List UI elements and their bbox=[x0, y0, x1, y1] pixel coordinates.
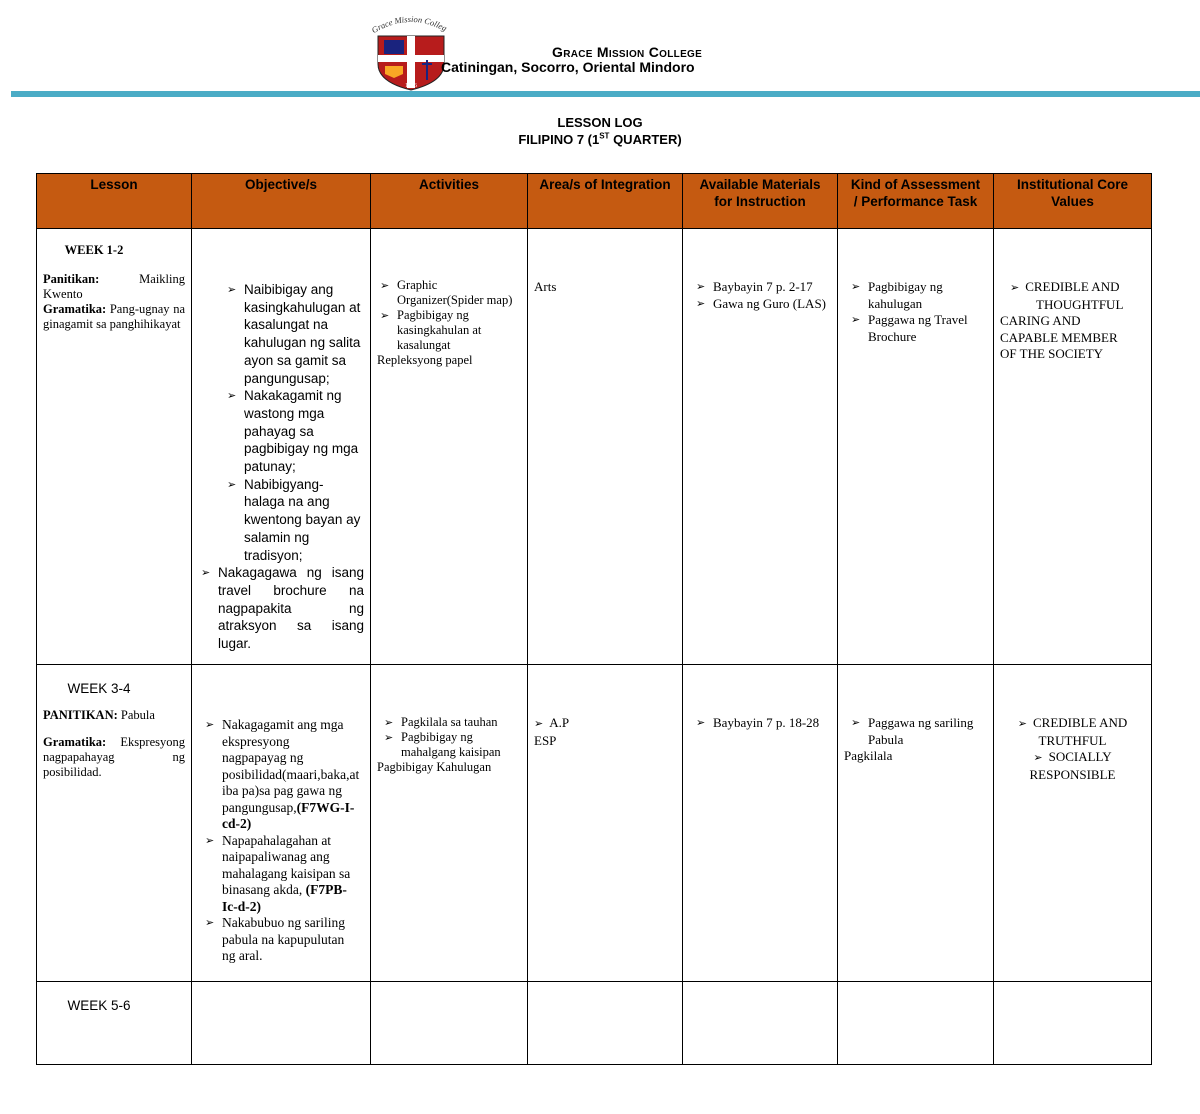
integration-cell bbox=[528, 229, 683, 665]
week-label: WEEK 1-2 bbox=[64, 243, 124, 257]
integration-text: Arts bbox=[534, 279, 557, 294]
integration-cell bbox=[528, 665, 683, 982]
core-values: ➢ CREDIBLE AND TRUTHFUL ➢ SOCIALLY RESPONSIBLE bbox=[1017, 715, 1128, 782]
document-title bbox=[0, 114, 1200, 148]
integration-text: ESP bbox=[534, 732, 557, 748]
header-rule bbox=[11, 91, 1200, 97]
school-name: Grace Mission College bbox=[552, 44, 703, 60]
integration-cell bbox=[528, 982, 683, 1065]
list-item: ➢ Pagkilala sa tauhan bbox=[384, 715, 498, 729]
assessment-cell bbox=[838, 665, 994, 982]
list-item: ➢ Nakagagawa ng isang travel brochure na nagpapakita ng atraksyon sa isang lugar. bbox=[201, 565, 364, 652]
arrow-bullet-icon: ➢ bbox=[696, 280, 706, 293]
arrow-bullet-icon: ➢ bbox=[1010, 281, 1020, 294]
col-header-assessment: Kind of Assessment / Performance Task bbox=[838, 174, 994, 229]
list-item: ➢ Nakakagamit ng wastong mga pahayag sa pagbibigay ng mga patunay; bbox=[227, 388, 359, 475]
list-item: ➢ Naibibigay ang kasingkahulugan at kasalungat na kahulugan ng salita ayon sa gamit sa pangungusap; bbox=[227, 282, 361, 386]
arrow-bullet-icon: ➢ bbox=[201, 566, 211, 580]
core-values: ➢ CREDIBLE AND THOUGHTFUL CARING AND CAPABLE MEMBER OF THE SOCIETY bbox=[1000, 279, 1124, 361]
logo-lettering: Grace Mission Colleg bbox=[370, 14, 449, 36]
col-header-materials: Available Materials for Instruction bbox=[683, 174, 838, 229]
svg-text:Grace Mission College bbox=[370, 14, 449, 35]
arrow-bullet-icon: ➢ bbox=[205, 916, 215, 929]
arrow-bullet-icon: ➢ bbox=[380, 279, 390, 292]
week-label: WEEK 3-4 bbox=[67, 681, 131, 696]
activity-extra: Repleksyong papel bbox=[377, 353, 473, 367]
list-item: ➢ Paggawa ng sariling Pabula bbox=[851, 715, 974, 747]
list-item: ➢ Nakagagamit ang mga ekspresyong nagpapayag ng posibilidad(maari,baka,at iba pa)sa pag gawa ng pangungusap,(F7WG-I-cd-2) bbox=[205, 717, 360, 831]
logo-year: 1976 bbox=[405, 83, 417, 89]
title-line-1: LESSON LOG bbox=[557, 115, 643, 130]
arrow-bullet-icon: ➢ bbox=[384, 716, 394, 729]
arrow-bullet-icon: ➢ bbox=[1033, 751, 1043, 764]
arrow-bullet-icon: ➢ bbox=[205, 718, 215, 731]
list-item: ➢ Paggawa ng Travel Brochure bbox=[851, 312, 968, 344]
list-item: ➢ Baybayin 7 p. 2-17 bbox=[696, 279, 813, 294]
table-row bbox=[37, 982, 1152, 1065]
table-row bbox=[37, 229, 1152, 665]
table-row bbox=[37, 665, 1152, 982]
activities-cell bbox=[371, 982, 528, 1065]
school-address: Catiningan, Socorro, Oriental Mindoro bbox=[441, 59, 695, 75]
objectives-cell bbox=[192, 982, 371, 1065]
assessment-cell bbox=[838, 229, 994, 665]
materials-cell bbox=[683, 229, 838, 665]
list-item: ➢ Pagbibigay ng mahalgang kaisipan bbox=[384, 730, 501, 759]
lesson-cell bbox=[37, 982, 192, 1065]
activities-cell bbox=[371, 665, 528, 982]
lesson-topic: Gramatika: Pang-ugnay na ginagamit sa panghihikayat bbox=[43, 302, 186, 331]
arrow-bullet-icon: ➢ bbox=[384, 731, 394, 744]
materials-cell bbox=[683, 665, 838, 982]
col-header-objectives: Objective/s bbox=[192, 174, 371, 229]
list-item: ➢ Nabibigyang-halaga na ang kwentong bayan ay salamin ng tradisyon; bbox=[227, 476, 361, 563]
lesson-topic: PANITIKAN: Pabula bbox=[43, 708, 155, 722]
arrow-bullet-icon: ➢ bbox=[380, 309, 390, 322]
activities-cell bbox=[371, 229, 528, 665]
lesson-topic: Gramatika: Ekspresyong nagpapahayag ng posibilidad. bbox=[43, 735, 185, 779]
school-logo bbox=[370, 14, 452, 92]
arrow-bullet-icon: ➢ bbox=[696, 296, 706, 310]
lesson-log-table bbox=[36, 173, 1152, 1065]
values-cell bbox=[994, 229, 1152, 665]
arrow-bullet-icon: ➢ bbox=[1017, 717, 1027, 730]
list-item: ➢ Gawa ng Guro (LAS) bbox=[696, 295, 827, 311]
lesson-cell bbox=[37, 665, 192, 982]
col-header-values: Institutional Core Values bbox=[994, 174, 1152, 229]
list-item: ➢ Baybayin 7 p. 18-28 bbox=[696, 715, 820, 730]
list-item: ➢ Graphic Organizer(Spider map) bbox=[380, 278, 513, 307]
list-item: ➢ A.P bbox=[534, 715, 570, 730]
list-item: ➢ Pagbibigay ng kahulugan bbox=[851, 279, 943, 311]
assessment-cell bbox=[838, 982, 994, 1065]
list-item: ➢ Napapahalagahan at naipapaliwanag ang mahalagang kaisipan sa binasang akda, (F7PB-Ic-d-2) bbox=[205, 832, 351, 914]
activity-extra: Pagbibigay Kahulugan bbox=[377, 760, 492, 774]
lesson-cell bbox=[37, 229, 192, 665]
values-cell bbox=[994, 665, 1152, 982]
week-label: WEEK 5-6 bbox=[67, 998, 131, 1013]
objectives-cell bbox=[192, 665, 371, 982]
col-header-activities: Activities bbox=[371, 174, 528, 229]
arrow-bullet-icon: ➢ bbox=[205, 833, 215, 847]
arrow-bullet-icon: ➢ bbox=[227, 283, 237, 296]
col-header-lesson: Lesson bbox=[37, 174, 192, 229]
materials-cell bbox=[683, 982, 838, 1065]
arrow-bullet-icon: ➢ bbox=[534, 717, 544, 730]
col-header-integration: Area/s of Integration bbox=[528, 174, 683, 229]
values-cell bbox=[994, 982, 1152, 1065]
table-header-row bbox=[37, 174, 1152, 229]
arrow-bullet-icon: ➢ bbox=[227, 389, 237, 403]
list-item: ➢ Nakabubuo ng sariling pabula na kapupulutan ng aral. bbox=[205, 915, 345, 963]
assessment-extra: Pagkilala bbox=[844, 748, 893, 763]
title-line-2: FILIPINO 7 (1ST QUARTER) bbox=[518, 131, 682, 147]
objectives-cell bbox=[192, 229, 371, 665]
arrow-bullet-icon: ➢ bbox=[227, 477, 237, 491]
arrow-bullet-icon: ➢ bbox=[851, 716, 861, 729]
arrow-bullet-icon: ➢ bbox=[696, 716, 706, 729]
lesson-topic: Panitikan: Maikling Kwento bbox=[43, 272, 185, 301]
arrow-bullet-icon: ➢ bbox=[851, 280, 861, 293]
arrow-bullet-icon: ➢ bbox=[851, 313, 861, 326]
list-item: ➢ Pagbibigay ng kasingkahulan at kasalungat bbox=[380, 308, 482, 352]
